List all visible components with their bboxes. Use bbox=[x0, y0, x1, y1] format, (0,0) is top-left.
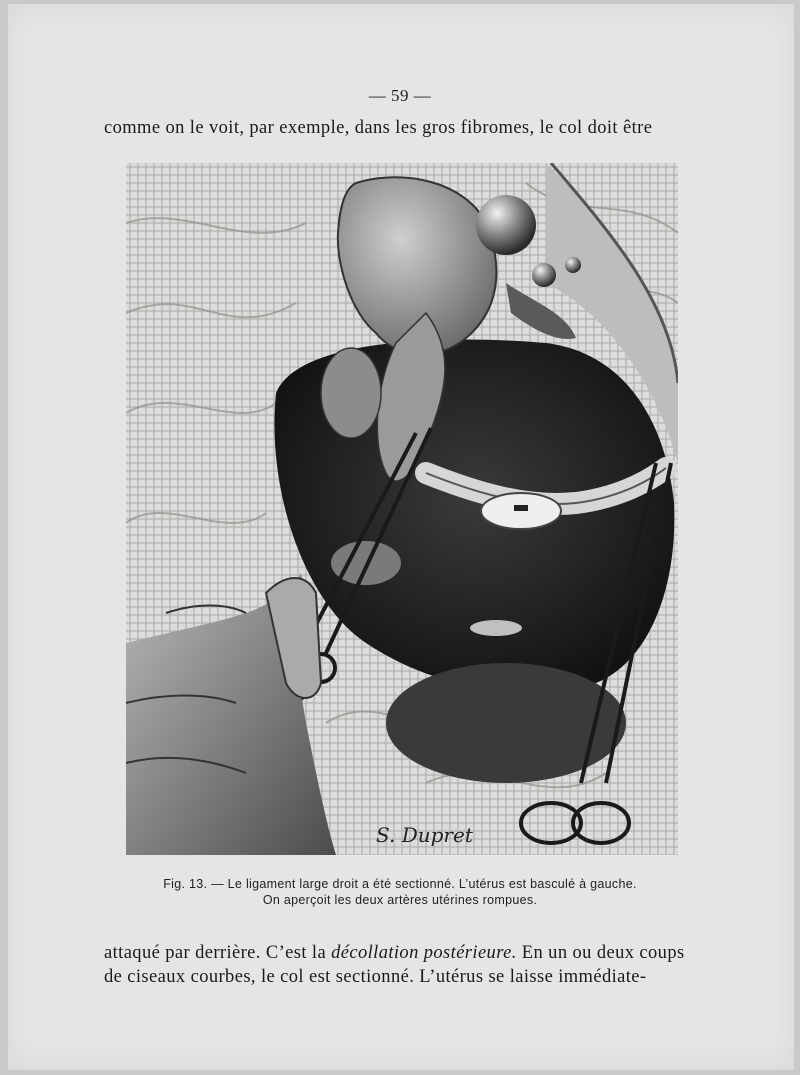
surgical-illustration bbox=[126, 163, 678, 855]
figure-caption-line2: On aperçoit les deux artères utérines rompues. bbox=[262, 893, 538, 907]
body-text-bottom-line2: de ciseaux courbes, le col est sectionné. L’utérus se laisse immédiate- bbox=[104, 967, 647, 987]
figure-caption-line1: Fig. 13. — Le ligament large droit a été sectionné. L’utérus est basculé à gauche. bbox=[163, 877, 637, 891]
body-text-segment: En un ou deux coups bbox=[516, 943, 685, 963]
body-text-bottom-line1 bbox=[104, 943, 704, 964]
body-text-segment: attaqué par derrière. C’est la bbox=[104, 943, 332, 963]
artist-signature: S. Dupret bbox=[376, 823, 473, 847]
illustration-drawing bbox=[126, 163, 678, 855]
emphasized-term: décollation postérieure. bbox=[331, 943, 517, 963]
page-number: — 59 — bbox=[368, 86, 432, 105]
body-text-top-line: comme on le voit, par exemple, dans les gros fibromes, le col doit être bbox=[104, 118, 653, 138]
